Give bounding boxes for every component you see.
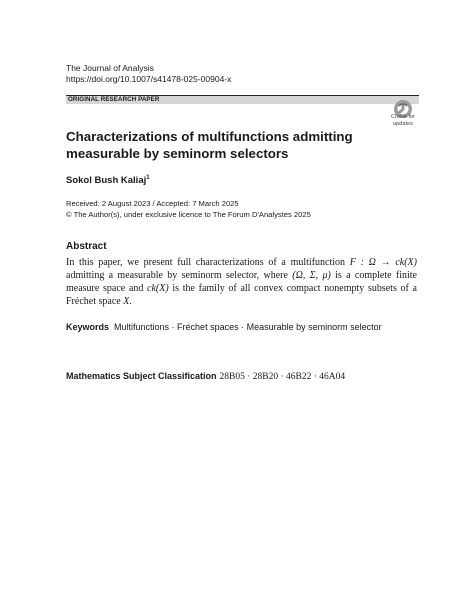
abstract-text — [66, 256, 417, 308]
badge-line1: Check for — [391, 114, 415, 120]
abstract-math4: X — [123, 296, 130, 307]
doi-link[interactable]: https://doi.org/10.1007/s41478-025-00904-x — [66, 74, 232, 84]
article-type-band: ORIGINAL RESEARCH PAPER — [66, 95, 419, 104]
paper-title: Characterizations of multifunctions admitting measurable by seminorm selectors — [66, 129, 353, 161]
affiliation-mark[interactable]: 1 — [146, 175, 150, 181]
abstract-part3: is a complete finite measure space and — [66, 270, 417, 294]
author-name: Sokol Bush Kaliaj — [66, 175, 147, 187]
dates-block — [66, 198, 311, 220]
journal-header — [66, 63, 231, 85]
abstract-math2: (Ω, Σ, μ) — [292, 270, 331, 281]
abstract-math3: ck(X) — [147, 283, 169, 294]
abstract-part1: In this paper, we present full characterizations of a multifunction — [66, 257, 350, 268]
received-accepted: Received: 2 August 2023 / Accepted: 7 March 2025 — [66, 199, 239, 208]
keywords — [66, 321, 396, 334]
abstract-part4: is the family of all convex compact nonempty subsets of a Fréchet space — [66, 283, 417, 307]
badge-line2: updates — [393, 120, 413, 127]
journal-name: The Journal of Analysis — [66, 63, 154, 73]
abstract-part5: . — [129, 296, 132, 307]
keywords-text: Multifunctions · Fréchet spaces · Measurable by seminorm selector — [114, 322, 382, 332]
abstract-part2: admitting a measurable by seminorm selector, where — [66, 270, 293, 281]
msc-label: Mathematics Subject Classification — [66, 371, 217, 381]
abstract-math1: F : Ω → ck(X) — [349, 257, 417, 268]
check-for-updates-label[interactable] — [381, 114, 425, 127]
keywords-label: Keywords — [66, 322, 110, 332]
msc-codes: 28B05 · 28B20 · 46B22 · 46A04 — [219, 372, 346, 382]
msc — [66, 371, 345, 382]
copyright: © The Author(s), under exclusive licence to The Forum D'Analystes 2025 — [66, 210, 311, 219]
abstract-heading: Abstract — [66, 241, 107, 252]
author — [66, 175, 150, 186]
